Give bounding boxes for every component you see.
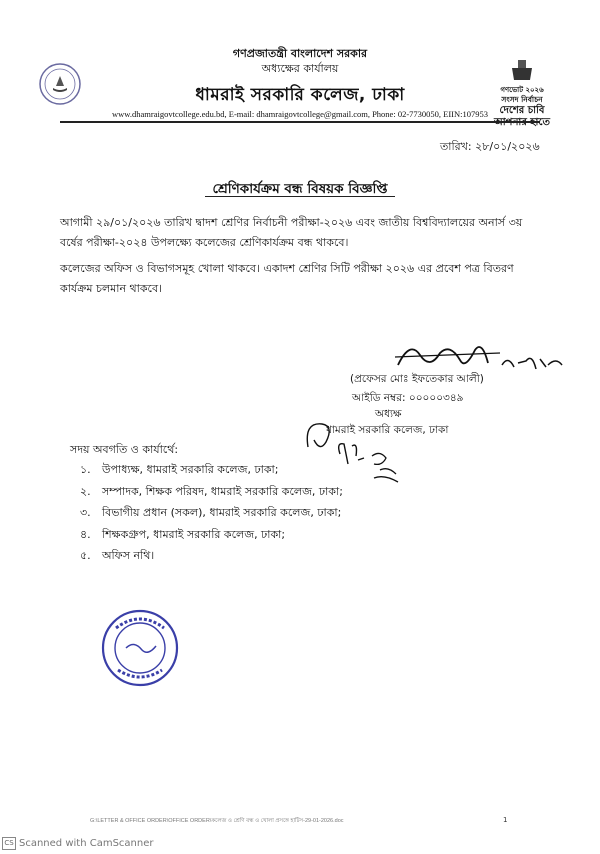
cc-item-number: ৩. (80, 506, 91, 520)
signatory-id: আইডি নম্বর: ০০০০০৩৪৯ (352, 392, 464, 404)
office-seal (100, 608, 180, 688)
contact-line: www.dhamraigovtcollege.edu.bd, E-mail: dhamraigovtcollege@gmail.com, Phone: 02-7730050, EIIN:107953 (112, 109, 488, 119)
cc-heading: সদয় অবগতি ও কার্যার্থে: (70, 443, 179, 456)
cc-item-text: সম্পাদক, শিক্ষক পরিষদ, ধামরাই সরকারি কলেজ, ঢাকা; (102, 484, 343, 498)
cc-item-text: শিক্ষকগ্রুপ, ধামরাই সরকারি কলেজ, ঢাকা; (102, 527, 286, 541)
cc-list-item (80, 545, 343, 567)
cc-item-text: বিভাগীয় প্রধান (সকল), ধামরাই সরকারি কলেজ, ঢাকা; (102, 506, 342, 520)
notice-title: শ্রেণিকার্যক্রম বন্ধ বিষয়ক বিজ্ঞপ্তি (212, 181, 388, 197)
paragraph-2-line-2: কার্যক্রম চলমান থাকবে। (60, 282, 163, 295)
file-path-footer: G:\LETTER & OFFICE ORDER\OFFICE ORDER\কলেজ ও শ্রেণি বন্ধ ও খোলা প্রসঙ্গে হাটিস-29-01-2026.doc (90, 818, 344, 824)
signatory-name: (প্রফেসর মোঃ ইফতেকার আলী) (350, 373, 484, 385)
cc-list-item (80, 481, 343, 503)
cc-item-text: উপাধ্যক্ষ, ধামরাই সরকারি কলেজ, ঢাকা; (102, 463, 279, 476)
paragraph-1-line-2: বর্ষের পরীক্ষা-২০২৪ উপলক্ষ্যে কলেজের শ্রেণিকার্যক্রম বন্ধ থাকবে। (60, 236, 349, 249)
camscanner-label: Scanned with CamScanner (19, 838, 154, 849)
office-name: অধ্যক্ষের কার্যালয় (261, 62, 339, 75)
election-badge-slogan1: দেশের চাবি (499, 105, 545, 116)
signatory-role: অধ্যক্ষ (375, 408, 402, 420)
cc-list (80, 459, 343, 567)
camscanner-icon: CS (2, 837, 16, 850)
cc-list-item (80, 459, 343, 481)
cc-item-text: অফিস নথি। (102, 549, 155, 563)
paragraph-2-line-1: কলেজের অফিস ও বিভাগসমূহ খোলা থাকবে। একাদশ শ্রেণির সিটি পরীক্ষা ২০২৬ এর প্রবেশ পত্র বিতরণ (60, 262, 514, 275)
notice-paragraph-2 (60, 259, 530, 299)
college-logo-icon (38, 62, 82, 106)
page-number: 1 (503, 816, 508, 824)
header-divider (60, 121, 540, 123)
college-name: ধামরাই সরকারি কলেজ, ঢাকা (195, 85, 405, 105)
paragraph-1-line-1: আগামী ২৯/০১/২০২৬ তারিখ দ্বাদশ শ্রেণির নির্বাচনী পরীক্ষা-২০২৬ এবং জাতীয় বিশ্ববিদ্যালয়ের অনার্স ৩য় (60, 216, 523, 229)
notice-title-underline (205, 196, 395, 197)
ballot-box-icon (509, 58, 535, 82)
election-badge-slogan2: আপনার হাতে (494, 117, 550, 128)
signatory-college: ধামরাই সরকারি কলেজ, ঢাকা (326, 424, 449, 436)
notice-date: তারিখ: ২৮/০১/২০২৬ (440, 140, 540, 153)
election-badge-line2: সংসদ নির্বাচন (501, 95, 543, 104)
college-logo (38, 62, 82, 106)
cc-list-item (80, 502, 343, 524)
government-name: গণপ্রজাতন্ত্রী বাংলাদেশ সরকার (232, 47, 368, 60)
notice-paragraph-1 (60, 213, 530, 253)
cc-list-item (80, 524, 343, 546)
camscanner-watermark (2, 837, 154, 850)
election-badge-line1: গণভোট ২০২৬ (500, 86, 544, 94)
cc-item-number: ১. (80, 463, 91, 476)
cc-item-number: ৪. (80, 527, 91, 541)
cc-item-number: ২. (80, 484, 91, 498)
cc-item-number: ৫. (80, 549, 91, 563)
